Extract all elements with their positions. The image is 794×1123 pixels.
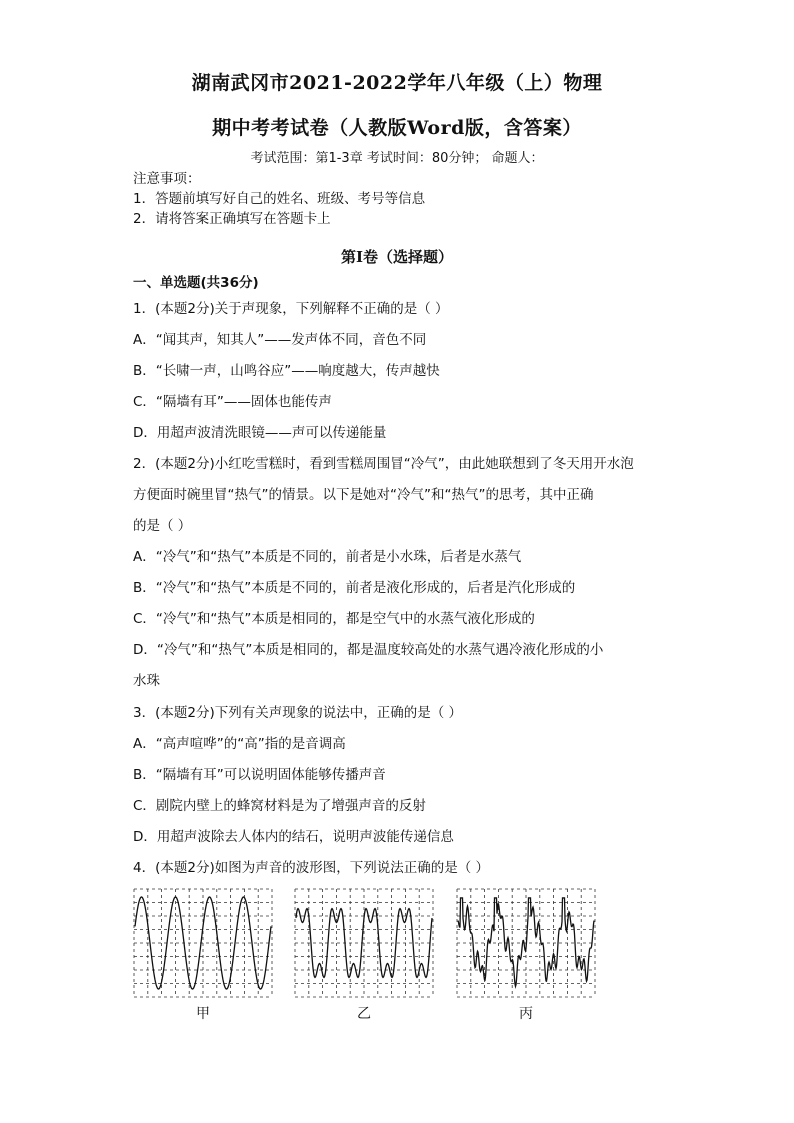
question-stem: 1．(本题2分)关于声现象，下列解释不正确的是（ ）: [133, 301, 449, 317]
exam-title-line1: 湖南武冈市2021-2022学年八年级（上）物理: [191, 72, 603, 94]
section-subtitle: 一、单选题(共36分): [133, 275, 259, 291]
question-option: D．“冷气”和“热气”本质是相同的，都是温度较高处的水蒸气遇冷液化形成的小: [133, 642, 604, 658]
question-stem: 2．(本题2分)小红吃雪糕时，看到雪糕周围冒“冷气”，由此她联想到了冬天用开水泡: [133, 456, 634, 472]
question-option: C．剧院内壁上的蜂窝材料是为了增强声音的反射: [133, 798, 426, 814]
waveform-label-yi: 乙: [357, 1006, 371, 1022]
waveform-yi-svg: [294, 888, 434, 998]
notice-item: 1．答题前填写好自己的姓名、班级、考号等信息: [133, 191, 426, 207]
question-option: A．“冷气”和“热气”本质是不同的，前者是小水珠，后者是水蒸气: [133, 549, 522, 565]
question-option: C．“冷气”和“热气”本质是相同的，都是空气中的水蒸气液化形成的: [133, 611, 535, 627]
question-option: D．用超声波清洗眼镜——声可以传递能量: [133, 425, 387, 441]
waveform-bing-svg: [456, 888, 596, 998]
question-option: A．“高声喧哗”的“高”指的是音调高: [133, 736, 346, 752]
section-title: 第I卷（选择题）: [340, 248, 454, 266]
waveform-figure-yi: [294, 888, 434, 998]
waveform-jia-svg: [133, 888, 273, 998]
question-option: B．“冷气”和“热气”本质是不同的，前者是液化形成的，后者是汽化形成的: [133, 580, 576, 596]
question-option: A．“闻其声，知其人”——发声体不同，音色不同: [133, 332, 427, 348]
exam-title-line2: 期中考考试卷（人教版Word版，含答案）: [212, 117, 582, 139]
exam-info: 考试范围：第1-3章 考试时间：80分钟； 命题人：: [250, 151, 544, 166]
notice-heading: 注意事项：: [133, 171, 201, 187]
question-option: B．“隔墙有耳”可以说明固体能够传播声音: [133, 767, 386, 783]
question-option: C．“隔墙有耳”——固体也能传声: [133, 394, 332, 410]
question-stem: 方便面时碗里冒“热气”的情景。以下是她对“冷气”和“热气”的思考，其中正确: [133, 487, 594, 503]
question-stem: 4．(本题2分)如图为声音的波形图，下列说法正确的是（ ）: [133, 860, 490, 876]
waveform-figure-jia: [133, 888, 273, 998]
question-option: D．用超声波除去人体内的结石，说明声波能传递信息: [133, 829, 454, 845]
waveform-label-jia: 甲: [196, 1006, 210, 1022]
notice-item: 2．请将答案正确填写在答题卡上: [133, 211, 331, 227]
question-stem: 的是（ ）: [133, 518, 192, 534]
question-stem: 3．(本题2分)下列有关声现象的说法中，正确的是（ ）: [133, 705, 463, 721]
waveform-label-bing: 丙: [519, 1006, 533, 1022]
question-option: B．“长啸一声，山鸣谷应”——响度越大，传声越快: [133, 363, 440, 379]
waveform-figure-bing: [456, 888, 596, 998]
question-option: 水珠: [133, 673, 160, 689]
